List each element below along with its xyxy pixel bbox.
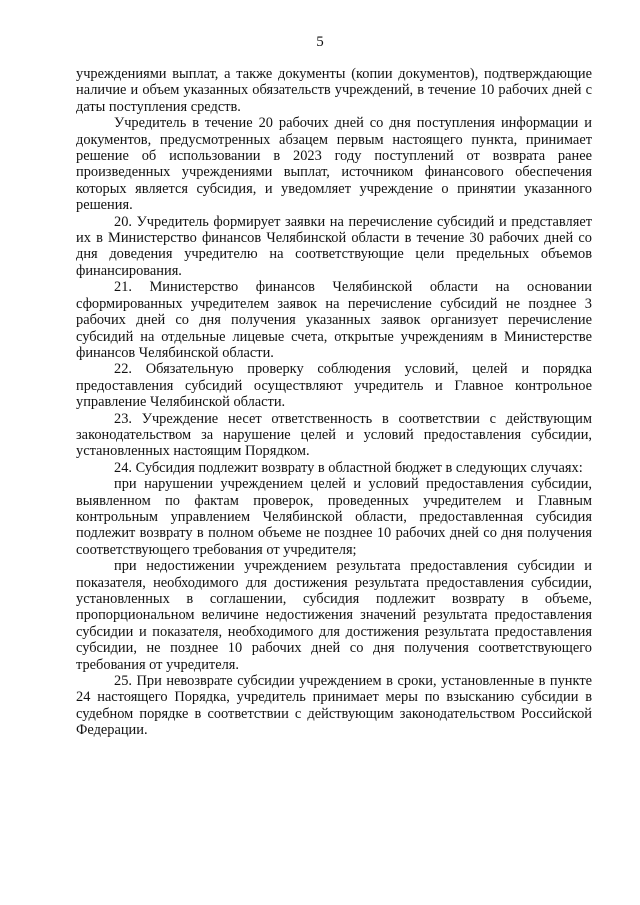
paragraph-item-24-case-violation: при нарушении учреждением целей и условий предоставления субсидии, выявленном по фактам проверок, проведенных учредителем и Главным контрольным управлением Челябинской области, предоставленная субсидия подлежит возврату в полном объеме не позднее 10 рабочих дней со дня получения соответствующего требования от учредителя; [76, 476, 592, 558]
paragraph-item-23: 23. Учреждение несет ответственность в соответствии с действующим законодательством за нарушение целей и условий предоставления субсидии, установленных настоящим Порядком. [76, 410, 592, 460]
paragraph-item-21: 21. Министерство финансов Челябинской области на основании сформированных учредителем заявок на перечисление субсидий не позднее 3 рабочих дней со дня получения указанных заявок организует перечисление субсидий на отдельные лицевые счета, открытые учреждениям в Министерстве финансов Челябинской области. [76, 279, 592, 361]
paragraph-founder-decision: Учредитель в течение 20 рабочих дней со дня поступления информации и документов, предусмотренных абзацем первым настоящего пункта, принимает решение об использовании в 2023 году поступлений от возврата ранее произведенных учреждениями выплат, источником финансового обеспечения которых является субсидия, и уведомляет учреждение о принятии указанного решения. [76, 115, 592, 214]
paragraph-continuation: учреждениями выплат, а также документы (копии документов), подтверждающие наличие и объем указанных обязательств учреждений, в течение 10 рабочих дней с даты поступления средств. [76, 66, 592, 115]
paragraph-item-22: 22. Обязательную проверку соблюдения условий, целей и порядка предоставления субсидий осуществляют учредитель и Главное контрольное управление Челябинской области. [76, 361, 592, 411]
paragraph-item-25: 25. При невозврате субсидии учреждением в сроки, установленные в пункте 24 настоящего Порядка, учредитель принимает меры по взысканию субсидии в судебном порядке в соответствии с действующим законодательством Российской Федерации. [76, 673, 592, 739]
paragraph-item-24: 24. Субсидия подлежит возврату в областной бюджет в следующих случаях: [114, 459, 583, 476]
page-number: 5 [316, 34, 324, 50]
paragraph-item-24-case-nonachievement: при недостижении учреждением результата предоставления субсидии и показателя, необходимого для достижения результата предоставления субсидии, установленных в соглашении, субсидия подлежит возврату в объеме, пропорциональном величине недостижения значений результата предоставления субсидии и показателя, необходимого для достижения результата предоставления субсидии, не позднее 10 рабочих дней со дня получения соответствующего требования от учредителя. [76, 558, 592, 673]
document-body [76, 66, 592, 739]
paragraph-item-20: 20. Учредитель формирует заявки на перечисление субсидий и представляет их в Министерство финансов Челябинской области в течение 30 рабочих дней со дня доведения учредителю на соответствующие цели предельных объемов финансирования. [76, 213, 592, 279]
